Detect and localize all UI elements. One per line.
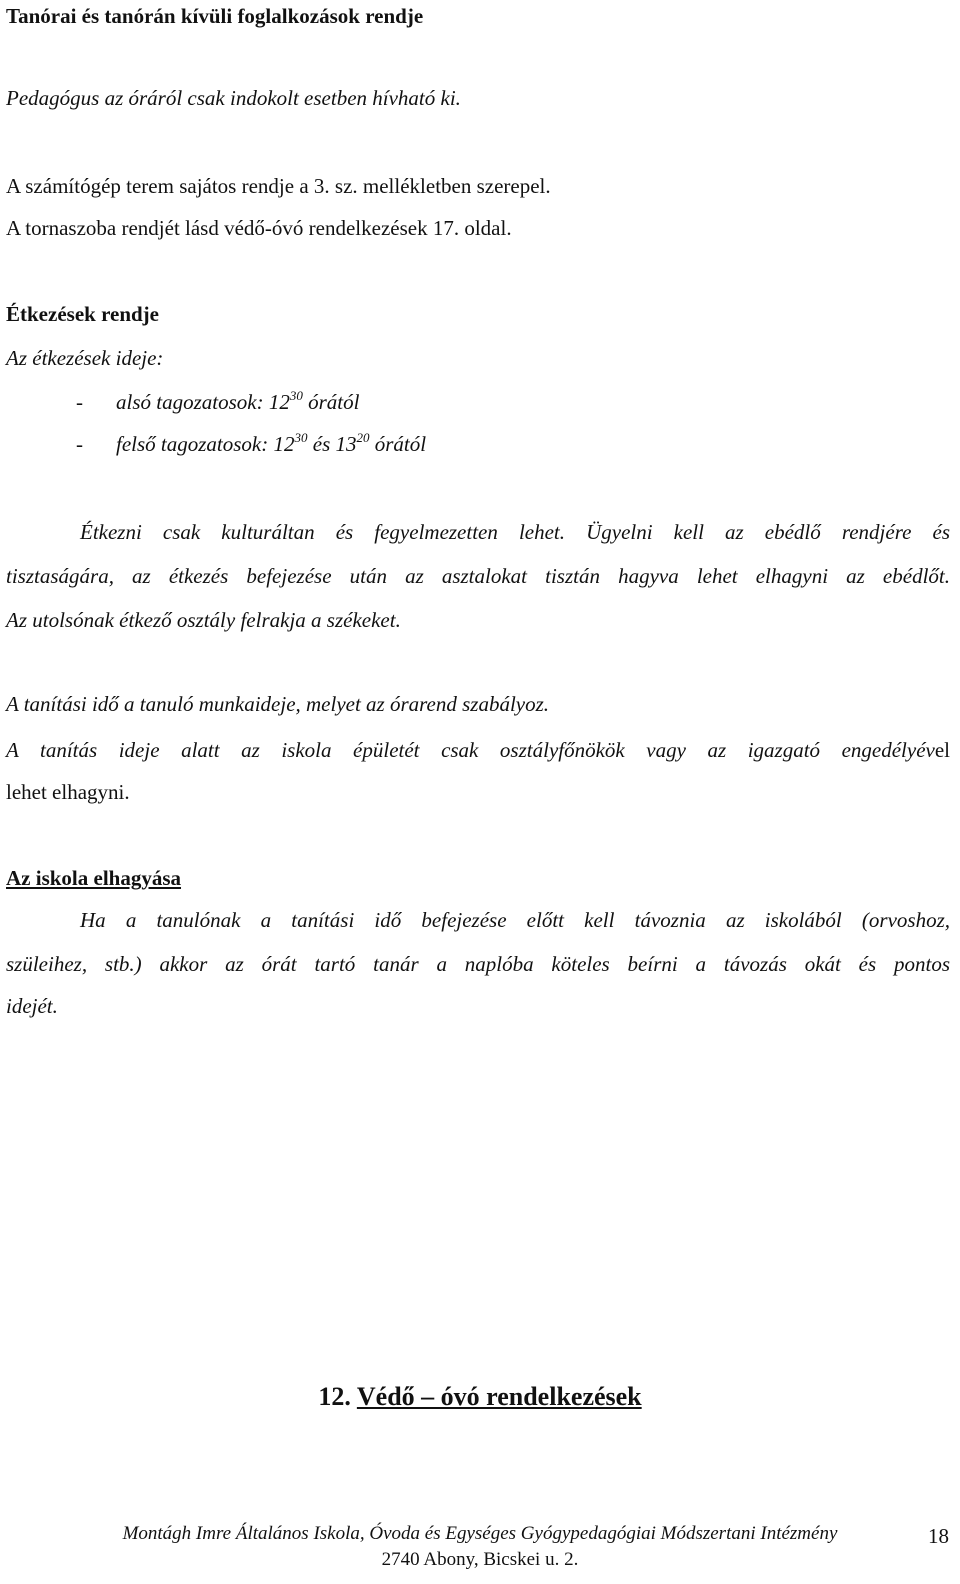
teacher-call-text: Pedagógus az óráról csak indokolt esetben hívható ki.	[6, 86, 461, 110]
meal-time-lower	[6, 388, 360, 414]
list-dash: -	[76, 432, 83, 456]
section-title-text: Védő – óvó rendelkezések	[356, 1382, 642, 1411]
upper-label: felső tagozatosok: 12	[116, 432, 295, 456]
meals-heading: Étkezések rendje	[6, 302, 159, 326]
meal-time-upper	[6, 430, 427, 456]
teaching-leave-line-2: lehet elhagyni.	[6, 780, 130, 804]
footer-address: 2740 Abony, Bicskei u. 2.	[381, 1549, 579, 1570]
gym-text: A tornaszoba rendjét lásd védő-óvó rendelkezések 17. oldal.	[6, 216, 512, 240]
teaching-leave-italic: A tanítás ideje alatt az iskola épületét csak osztályfőnökök vagy az igazgató engedélyév	[6, 738, 935, 762]
section-title	[0, 1384, 960, 1410]
computer-room-text: A számítógép terem sajátos rendje a 3. sz. mellékletben szerepel.	[6, 174, 551, 198]
upper-mid: és 13	[307, 432, 357, 456]
meals-para-line-2: tisztaságára, az étkezés befejezése után az asztalokat tisztán hagyva lehet elhagyni az ebédlőt.	[6, 564, 950, 588]
teaching-time-text: A tanítási idő a tanuló munkaideje, melyet az órarend szabályoz.	[6, 692, 550, 716]
lower-label: alsó tagozatosok: 12	[116, 390, 290, 414]
meals-para-line-1: Étkezni csak kulturáltan és fegyelmezetten lehet. Ügyelni kell az ebédlő rendjére és	[80, 520, 950, 544]
leaving-line-2: szüleihez, stb.) akkor az órát tartó tanár a naplóba köteles beírni a távozás okát és pontos	[6, 952, 950, 976]
meals-para-line-3: Az utolsónak étkező osztály felrakja a székeket.	[6, 608, 401, 632]
meals-intro: Az étkezések ideje:	[6, 346, 164, 370]
upper-sup-2: 20	[356, 430, 370, 445]
upper-sup-1: 30	[294, 430, 308, 445]
heading-lessons: Tanórai és tanórán kívüli foglalkozások rendje	[6, 4, 424, 28]
lower-sup: 30	[289, 388, 303, 403]
list-dash: -	[76, 390, 83, 414]
teaching-leave-line-1	[6, 740, 950, 761]
leaving-line-1: Ha a tanulónak a tanítási idő befejezése előtt kell távoznia az iskolából (orvoshoz,	[80, 908, 950, 932]
section-number: 12.	[318, 1382, 357, 1411]
lower-suffix: órától	[302, 390, 360, 414]
leaving-line-3: idejét.	[6, 994, 58, 1018]
teaching-leave-tail: el	[934, 738, 950, 762]
leaving-heading: Az iskola elhagyása	[6, 866, 182, 890]
footer-institution: Montágh Imre Általános Iskola, Óvoda és Egységes Gyógypedagógiai Módszertani Intézmény	[122, 1523, 838, 1544]
page-number: 18	[928, 1524, 949, 1548]
upper-suffix: órától	[369, 432, 427, 456]
